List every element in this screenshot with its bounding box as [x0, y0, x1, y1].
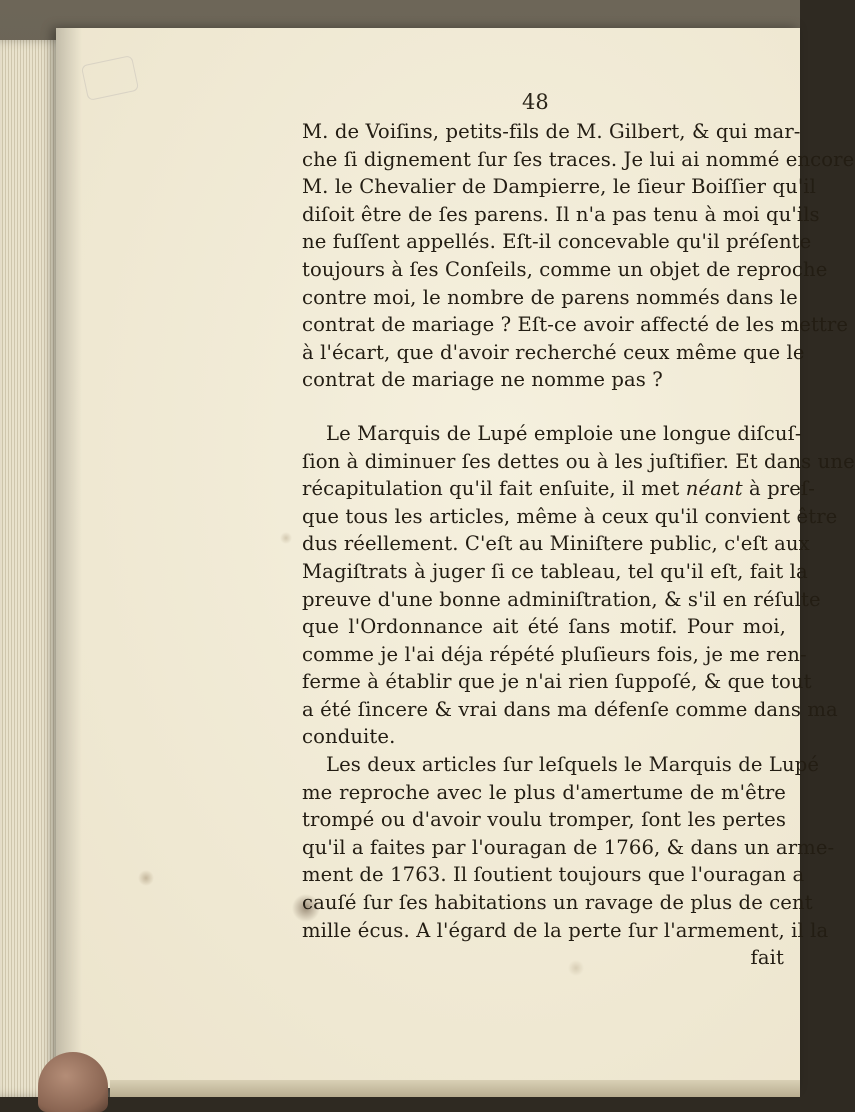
text-line: Les deux articles ſur leſquels le Marquis de Lupé [326, 753, 820, 777]
body-text [302, 118, 855, 972]
text-fragment: récapitulation qu'il fait enſuite, il met [302, 477, 686, 501]
page-number: 48 [522, 90, 549, 114]
text-line: Magiſtrats à juger ſi ce tableau, tel qu'il eſt, fait la [302, 559, 808, 583]
italic-word: néant [685, 477, 743, 501]
text-line: che ſi dignement ſur ſes traces. Je lui ai nommé encore [302, 147, 855, 171]
text-line: conduite. [302, 725, 396, 749]
text-line: cauſé ſur ſes habitations un ravage de plus de cent [302, 891, 813, 915]
text-line: preuve d'une bonne adminiſtration, & s'il en réſulte [302, 587, 821, 611]
paragraph-2 [302, 420, 855, 751]
text-line: contrat de mariage ne nomme pas ? [302, 368, 663, 392]
text-line: que l'Ordonnance ait été ſans motif. Pour moi, [302, 615, 786, 639]
book-bottom-edge [110, 1080, 800, 1097]
text-line: Le Marquis de Lupé emploie une longue diſcuſ- [326, 421, 802, 445]
text-line: ſion à diminuer ſes dettes ou à les juſtifier. Et dans une [302, 449, 855, 473]
text-line-with-italic [302, 475, 815, 503]
text-line: dus réellement. C'eſt au Miniſtere public, c'eſt aux [302, 532, 810, 556]
text-line: comme je l'ai déja répété pluſieurs fois, je me ren- [302, 642, 807, 666]
text-line: qu'il a faites par l'ouragan de 1766, & dans un arme- [302, 835, 835, 859]
text-fragment: à preſ- [742, 477, 815, 501]
text-line: mille écus. A l'égard de la perte ſur l'armement, il la [302, 918, 829, 942]
book-page [56, 28, 855, 1088]
text-line: a été ſincere & vrai dans ma défenſe comme dans ma [302, 697, 838, 721]
text-line: me reproche avec le plus d'amertume de m'être [302, 780, 786, 804]
paragraph-3 [302, 751, 835, 944]
paragraph-gap [302, 394, 786, 420]
text-line: ferme à établir que je n'ai rien ſuppoſé, & que tout [302, 670, 812, 694]
library-stamp-mark [81, 55, 139, 101]
text-line: toujours à ſes Conſeils, comme un objet de reproche [302, 257, 828, 281]
paragraph-1 [302, 118, 855, 394]
text-line: contre moi, le nombre de parens nommés dans le [302, 285, 798, 309]
text-line: M. de Voiſins, petits-fils de M. Gilbert, & qui mar- [302, 120, 801, 143]
text-line: ne fuſſent appellés. Eſt-il concevable qu'il préſente [302, 230, 812, 254]
text-line: ment de 1763. Il ſoutient toujours que l'ouragan a [302, 863, 805, 887]
text-line: contrat de mariage ? Eſt-ce avoir affecté de les mettre [302, 313, 849, 337]
text-line: diſoit être de ſes parens. Il n'a pas tenu à moi qu'ils [302, 202, 820, 226]
text-line: trompé ou d'avoir voulu tromper, ſont les pertes [302, 808, 786, 832]
catchword: fait [750, 946, 784, 970]
text-line: à l'écart, que d'avoir recherché ceux même que le [302, 340, 805, 364]
text-line: que tous les articles, même à ceux qu'il convient être [302, 504, 838, 528]
text-line: M. le Chevalier de Dampierre, le ſieur Boiſſier qu'il [302, 175, 817, 199]
